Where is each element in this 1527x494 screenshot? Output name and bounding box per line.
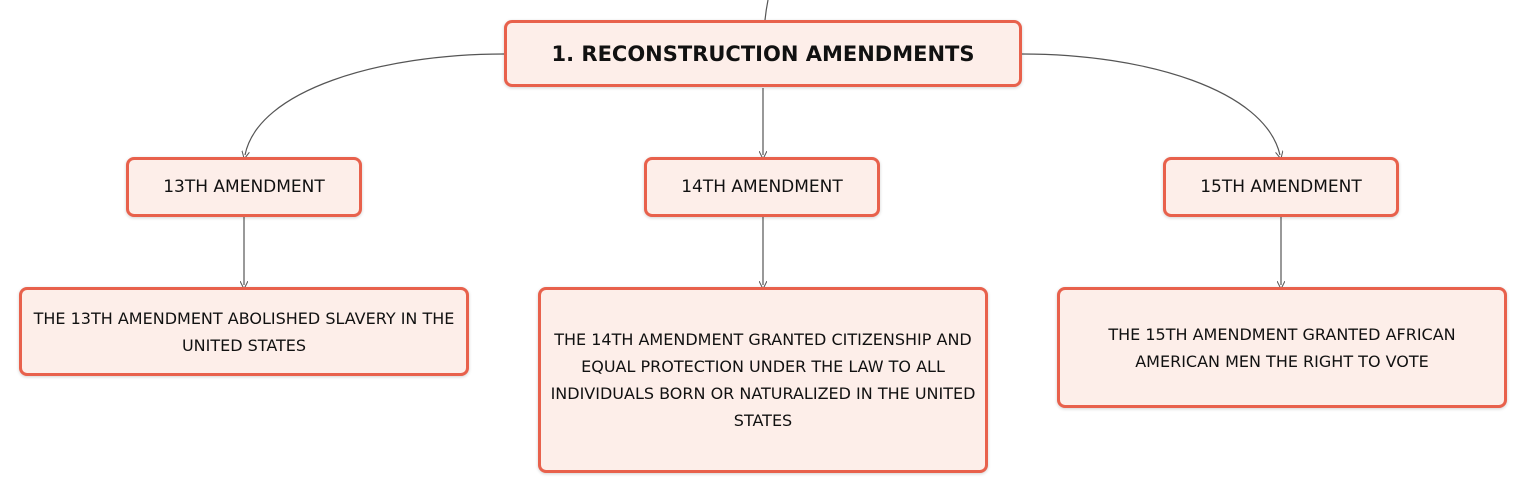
topic-15th-amendment-label: 15TH AMENDMENT xyxy=(1200,177,1362,197)
detail-13th-amendment-text: THE 13TH AMENDMENT ABOLISHED SLAVERY IN THE UNITED STATES xyxy=(33,308,455,355)
detail-13th-amendment[interactable] xyxy=(19,287,469,376)
detail-15th-amendment-text: THE 15TH AMENDMENT GRANTED AFRICAN AMERICAN MEN THE RIGHT TO VOTE xyxy=(1108,324,1456,371)
detail-14th-amendment[interactable] xyxy=(538,287,988,473)
connector-root-to-13th xyxy=(245,54,504,155)
connector-root-to-15th xyxy=(1022,54,1280,155)
topic-15th-amendment[interactable] xyxy=(1163,157,1399,217)
root-topic-node[interactable] xyxy=(504,20,1022,87)
topic-13th-amendment[interactable] xyxy=(126,157,362,217)
parent-connector xyxy=(765,0,768,20)
topic-14th-amendment-label: 14TH AMENDMENT xyxy=(681,177,843,197)
detail-14th-amendment-text: THE 14TH AMENDMENT GRANTED CITIZENSHIP AND EQUAL PROTECTION UNDER THE LAW TO ALL INDIVIDUALS BORN OR NATURALIZED IN THE UNITED STATES xyxy=(550,330,976,430)
topic-14th-amendment[interactable] xyxy=(644,157,880,217)
detail-15th-amendment[interactable] xyxy=(1057,287,1507,408)
topic-13th-amendment-label: 13TH AMENDMENT xyxy=(163,177,325,197)
root-topic-title: 1. RECONSTRUCTION AMENDMENTS xyxy=(551,41,975,66)
